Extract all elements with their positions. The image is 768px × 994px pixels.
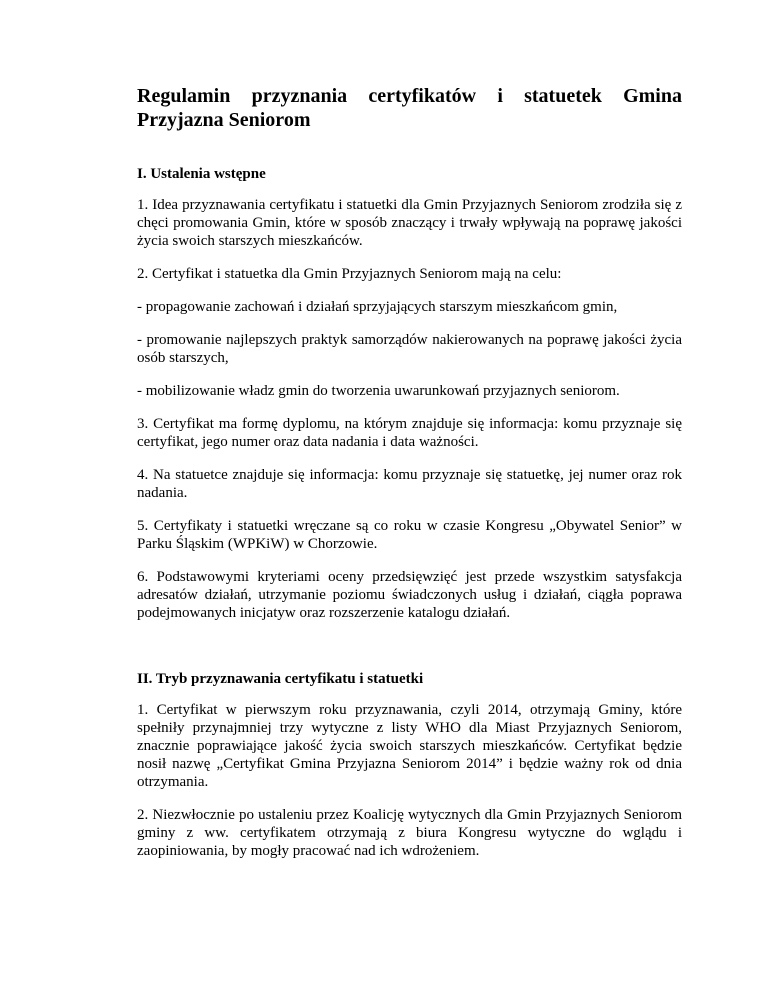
paragraph: 1. Idea przyznawania certyfikatu i statuetki dla Gmin Przyjaznych Seniorom zrodziła się z chęci promowania Gmin, które w sposób znaczący i trwały wpływają na poprawę jakości życia swoich starszych mieszkańców.: [137, 197, 682, 249]
document-title: Regulamin przyznania certyfikatów i statuetek Gmina Przyjazna Seniorom: [137, 85, 682, 131]
paragraph: 3. Certyfikat ma formę dyplomu, na którym znajduje się informacja: komu przyznaje się certyfikat, jego numer oraz data nadania i data ważności.: [137, 416, 682, 450]
document-page: [137, 84, 682, 875]
list-item: - propagowanie zachowań i działań sprzyjających starszym mieszkańcom gmin,: [137, 299, 618, 315]
section-heading: II. Tryb przyznawania certyfikatu i statuetki: [137, 671, 424, 687]
list-item: - mobilizowanie władz gmin do tworzenia uwarunkowań przyjaznych seniorom.: [137, 383, 620, 399]
section-spacer: [137, 637, 682, 670]
paragraph: 4. Na statuetce znajduje się informacja: komu przyznaje się statuetkę, jej numer oraz rok nadania.: [137, 467, 682, 501]
paragraph: 2. Certyfikat i statuetka dla Gmin Przyjaznych Seniorom mają na celu:: [137, 266, 562, 282]
paragraph: 6. Podstawowymi kryteriami oceny przedsięwzięć jest przede wszystkim satysfakcja adresatów działań, utrzymanie poziomu świadczonych usług i działań, ciągła poprawa podejmowanych inicjatyw oraz rozszerzenie katalogu działań.: [137, 569, 682, 621]
paragraph: 5. Certyfikaty i statuetki wręczane są co roku w czasie Kongresu „Obywatel Senior” w Parku Śląskim (WPKiW) w Chorzowie.: [137, 518, 682, 552]
section-heading: I. Ustalenia wstępne: [137, 166, 266, 182]
section-initial-provisions: [137, 165, 682, 622]
paragraph: 1. Certyfikat w pierwszym roku przyznawania, czyli 2014, otrzymają Gminy, które spełniły przynajmniej trzy wytyczne z listy WHO dla Miast Przyjaznych Seniorom, znacznie poprawiające jakość życia swoich starszych mieszkańców. Certyfikat będzie nosił nazwę „Certyfikat Gmina Przyjazna Seniorom 2014” i będzie ważny rok od dnia otrzymania.: [137, 702, 682, 790]
section-award-procedure: [137, 670, 682, 860]
list-item: - promowanie najlepszych praktyk samorządów nakierowanych na poprawę jakości życia osób starszych,: [137, 332, 682, 366]
paragraph: 2. Niezwłocznie po ustaleniu przez Koalicję wytycznych dla Gmin Przyjaznych Seniorom gminy z ww. certyfikatem otrzymają z biura Kongresu wytyczne do wglądu i zaopiniowania, by mogły pracować nad ich wdrożeniem.: [137, 807, 682, 859]
